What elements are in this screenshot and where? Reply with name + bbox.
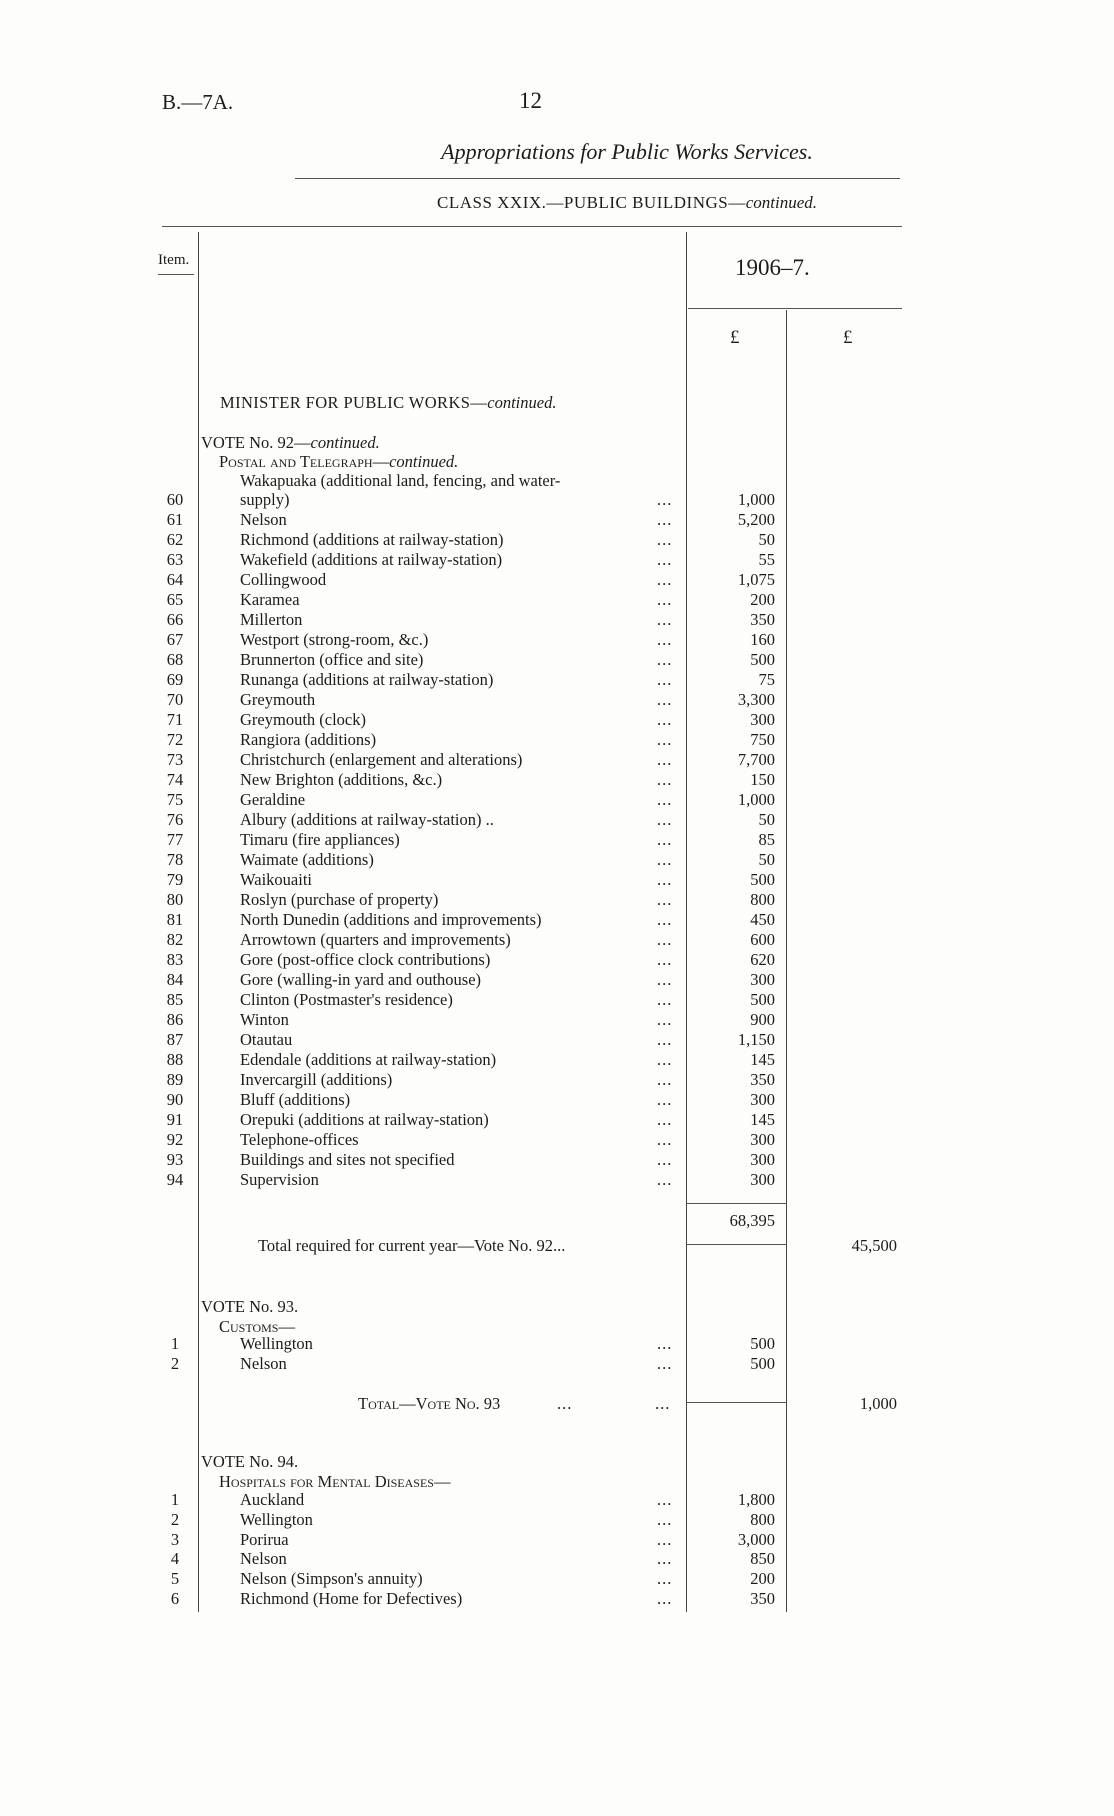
item-description: Timaru (fire appliances) bbox=[240, 830, 400, 849]
item-number: 82 bbox=[166, 930, 184, 949]
item-amount: 150 bbox=[750, 770, 775, 789]
item-description: Nelson bbox=[240, 1354, 287, 1373]
item-description: Nelson (Simpson's annuity) bbox=[240, 1569, 423, 1589]
item-description: Richmond (Home for Defectives) bbox=[240, 1589, 463, 1608]
item-amount: 800 bbox=[750, 890, 775, 909]
minister-heading bbox=[220, 393, 556, 413]
item-number: 81 bbox=[166, 910, 184, 929]
item-number: 1 bbox=[170, 1490, 180, 1509]
dot-leader: ... bbox=[657, 890, 673, 909]
dot-leader: ... bbox=[657, 1569, 673, 1589]
item-amount: 300 bbox=[750, 1090, 775, 1109]
item-description: Millerton bbox=[240, 610, 303, 629]
vote92-subheading bbox=[219, 452, 458, 472]
item-number: 6 bbox=[170, 1589, 180, 1608]
item-number: 85 bbox=[166, 990, 184, 1009]
item-amount: 5,200 bbox=[737, 510, 775, 529]
dot-leader: ... bbox=[657, 1010, 673, 1029]
total-column-divider bbox=[786, 310, 787, 1612]
dot-leader: ... bbox=[657, 690, 673, 709]
vote92-heading bbox=[201, 433, 380, 453]
item-amount: 300 bbox=[750, 970, 775, 989]
item-number: 1 bbox=[170, 1334, 180, 1353]
vote93-subheading: Customs— bbox=[219, 1317, 295, 1336]
item-amount: 1,800 bbox=[737, 1490, 775, 1509]
item-number: 68 bbox=[166, 650, 184, 669]
item-number: 67 bbox=[166, 630, 184, 649]
item-amount: 900 bbox=[750, 1010, 775, 1029]
item-description: Nelson bbox=[240, 1549, 287, 1569]
item-amount: 1,075 bbox=[737, 570, 775, 589]
item-column-divider bbox=[198, 232, 199, 1612]
header-rule bbox=[162, 226, 902, 227]
item-number: 4 bbox=[170, 1549, 180, 1569]
item-number: 80 bbox=[166, 890, 184, 909]
dot-leader: ... bbox=[657, 1070, 673, 1089]
dot-leader: ... bbox=[657, 970, 673, 989]
dot-leader: ... bbox=[657, 1334, 673, 1353]
item-description: Nelson bbox=[240, 510, 287, 529]
item-amount: 1,150 bbox=[737, 1030, 775, 1049]
item-description: Brunnerton (office and site) bbox=[240, 650, 424, 669]
item-description: Wakefield (additions at railway-station) bbox=[240, 550, 503, 569]
item-description: Westport (strong-room, &c.) bbox=[240, 630, 429, 649]
dot-leader: ... bbox=[657, 550, 673, 569]
item-number: 88 bbox=[166, 1050, 184, 1069]
item-amount: 350 bbox=[750, 1589, 775, 1608]
item-number: 86 bbox=[166, 1010, 184, 1029]
item-number: 90 bbox=[166, 1090, 184, 1109]
item-number: 71 bbox=[166, 710, 184, 729]
item-description: Supervision bbox=[240, 1170, 319, 1189]
item-amount: 145 bbox=[750, 1110, 775, 1129]
item-number: 63 bbox=[166, 550, 184, 569]
dot-leader: ... bbox=[657, 530, 673, 549]
item-number: 66 bbox=[166, 610, 184, 629]
page-title: Appropriations for Public Works Services. bbox=[441, 139, 813, 164]
dot-leader: ... bbox=[657, 1090, 673, 1109]
item-description: Arrowtown (quarters and improvements) bbox=[240, 930, 511, 949]
item-description: Gore (walling-in yard and outhouse) bbox=[240, 970, 482, 989]
item-amount: 850 bbox=[750, 1549, 775, 1569]
item-number: 91 bbox=[166, 1110, 184, 1129]
item-amount: 75 bbox=[758, 670, 775, 689]
item-amount: 500 bbox=[750, 650, 775, 669]
class-heading-main: CLASS XXIX.—PUBLIC BUILDINGS— bbox=[436, 193, 746, 212]
vote92-subheading-main: Postal and Telegraph— bbox=[219, 452, 390, 471]
item-description: Albury (additions at railway-station) .. bbox=[240, 810, 494, 829]
item-amount: 500 bbox=[750, 1334, 775, 1353]
item-number: 76 bbox=[166, 810, 184, 829]
dot-leader: ... bbox=[657, 730, 673, 749]
class-heading bbox=[0, 193, 1114, 213]
item-header-underline bbox=[158, 274, 194, 275]
item-description: North Dunedin (additions and improvements) bbox=[240, 910, 542, 929]
item-number: 92 bbox=[166, 1130, 184, 1149]
item-number: 64 bbox=[166, 570, 184, 589]
item-number: 87 bbox=[166, 1030, 184, 1049]
item-description: Runanga (additions at railway-station) bbox=[240, 670, 494, 689]
item-description: Wellington bbox=[240, 1509, 313, 1529]
item-amount: 200 bbox=[750, 590, 775, 609]
dot-leader: ... bbox=[657, 1050, 673, 1069]
vote92-subtotal-rule bbox=[686, 1203, 786, 1204]
item-number: 73 bbox=[166, 750, 184, 769]
dot-leader: ... bbox=[657, 490, 673, 509]
vote93-total: 1,000 bbox=[859, 1394, 897, 1413]
item-amount: 3,000 bbox=[737, 1529, 775, 1549]
vote93-total-label: Total—Vote No. 93 bbox=[358, 1394, 501, 1413]
item-description: Waimate (additions) bbox=[240, 850, 374, 869]
vote92-subheading-cont: continued. bbox=[389, 452, 459, 471]
item-amount: 50 bbox=[758, 530, 775, 549]
item-amount: 1,000 bbox=[737, 790, 775, 809]
year-column-header: 1906–7. bbox=[735, 255, 810, 280]
year-rule bbox=[688, 308, 902, 309]
item-amount: 145 bbox=[750, 1050, 775, 1069]
item-number: 60 bbox=[166, 490, 184, 509]
vote93-total-rule bbox=[686, 1402, 786, 1403]
item-amount: 50 bbox=[758, 850, 775, 869]
item-number: 65 bbox=[166, 590, 184, 609]
dot-leader: ... bbox=[657, 1130, 673, 1149]
dot-leader: ... bbox=[657, 1589, 673, 1608]
item-amount: 300 bbox=[750, 1130, 775, 1149]
item-description: Bluff (additions) bbox=[240, 1090, 351, 1109]
dot-leader: ... bbox=[657, 870, 673, 889]
item-amount: 160 bbox=[750, 630, 775, 649]
item-number: 94 bbox=[166, 1170, 184, 1189]
item-number: 75 bbox=[166, 790, 184, 809]
dot-leader: ... bbox=[657, 710, 673, 729]
vote94-subheading: Hospitals for Mental Diseases— bbox=[219, 1472, 451, 1491]
dot-leader: ... bbox=[657, 1490, 673, 1509]
title-rule bbox=[295, 178, 900, 179]
vote92-heading-main: VOTE No. 92— bbox=[201, 433, 311, 452]
item-number: 72 bbox=[166, 730, 184, 749]
item-amount: 200 bbox=[750, 1569, 775, 1589]
item-amount: 350 bbox=[750, 610, 775, 629]
item-description: Greymouth bbox=[240, 690, 316, 709]
item-number: 84 bbox=[166, 970, 184, 989]
item-number: 2 bbox=[170, 1354, 180, 1373]
dot-leader: ... bbox=[657, 830, 673, 849]
dot-leader: ... bbox=[657, 950, 673, 969]
vote92-first-line: Wakapuaka (additional land, fencing, and water- bbox=[240, 471, 561, 490]
page-number: 12 bbox=[519, 88, 542, 113]
item-description: Wellington bbox=[240, 1334, 313, 1353]
dot-leader: ... bbox=[657, 930, 673, 949]
item-number: 69 bbox=[166, 670, 184, 689]
item-amount: 500 bbox=[750, 1354, 775, 1373]
item-number: 3 bbox=[170, 1529, 180, 1549]
item-number: 89 bbox=[166, 1070, 184, 1089]
item-amount: 50 bbox=[758, 810, 775, 829]
item-number: 5 bbox=[170, 1569, 180, 1589]
dot-leader: ... bbox=[657, 1549, 673, 1569]
dot-leader: ... bbox=[657, 990, 673, 1009]
item-description: Buildings and sites not specified bbox=[240, 1150, 455, 1169]
item-number: 74 bbox=[166, 770, 184, 789]
dot-leader: ... bbox=[657, 1509, 673, 1529]
item-description: Winton bbox=[240, 1010, 289, 1029]
minister-heading-main: MINISTER FOR PUBLIC WORKS— bbox=[220, 393, 488, 412]
item-description: Waikouaiti bbox=[240, 870, 312, 889]
item-amount: 620 bbox=[750, 950, 775, 969]
dot-leader: ... bbox=[657, 770, 673, 789]
dot-leader: ... bbox=[657, 510, 673, 529]
dot-leader: ... bbox=[657, 810, 673, 829]
vote92-total-label: Total required for current year—Vote No. 92... bbox=[258, 1236, 566, 1255]
item-number: 83 bbox=[166, 950, 184, 969]
item-amount: 800 bbox=[750, 1509, 775, 1529]
item-description: New Brighton (additions, &c.) bbox=[240, 770, 443, 789]
item-description: Karamea bbox=[240, 590, 300, 609]
vote93-total-leader-2: ... bbox=[655, 1394, 671, 1413]
dot-leader: ... bbox=[657, 1150, 673, 1169]
item-number: 93 bbox=[166, 1150, 184, 1169]
dot-leader: ... bbox=[657, 670, 673, 689]
dot-leader: ... bbox=[657, 610, 673, 629]
item-amount: 350 bbox=[750, 1070, 775, 1089]
dot-leader: ... bbox=[657, 1110, 673, 1129]
item-number: 79 bbox=[166, 870, 184, 889]
dot-leader: ... bbox=[657, 1030, 673, 1049]
item-description: supply) bbox=[240, 490, 290, 509]
dot-leader: ... bbox=[657, 910, 673, 929]
item-description: Greymouth (clock) bbox=[240, 710, 366, 729]
item-description: Collingwood bbox=[240, 570, 327, 589]
item-amount: 500 bbox=[750, 870, 775, 889]
item-number: 2 bbox=[170, 1509, 180, 1529]
item-description: Richmond (additions at railway-station) bbox=[240, 530, 504, 549]
item-number: 78 bbox=[166, 850, 184, 869]
item-amount: 1,000 bbox=[737, 490, 775, 509]
dot-leader: ... bbox=[657, 590, 673, 609]
item-description: Edendale (additions at railway-station) bbox=[240, 1050, 497, 1069]
dot-leader: ... bbox=[657, 650, 673, 669]
item-description: Geraldine bbox=[240, 790, 306, 809]
item-description: Otautau bbox=[240, 1030, 293, 1049]
item-description: Clinton (Postmaster's residence) bbox=[240, 990, 453, 1009]
item-amount: 300 bbox=[750, 1170, 775, 1189]
amount-column-divider bbox=[686, 232, 687, 1612]
dot-leader: ... bbox=[657, 570, 673, 589]
item-amount: 55 bbox=[758, 550, 775, 569]
dot-leader: ... bbox=[657, 850, 673, 869]
item-number: 62 bbox=[166, 530, 184, 549]
item-description: Christchurch (enlargement and alterations) bbox=[240, 750, 523, 769]
item-description: Gore (post-office clock contributions) bbox=[240, 950, 491, 969]
dot-leader: ... bbox=[657, 1354, 673, 1373]
vote93-total-leader: ... bbox=[557, 1394, 573, 1413]
item-amount: 600 bbox=[750, 930, 775, 949]
item-amount: 7,700 bbox=[737, 750, 775, 769]
item-number: 61 bbox=[166, 510, 184, 529]
item-amount: 300 bbox=[750, 1150, 775, 1169]
vote92-subtotal: 68,395 bbox=[729, 1211, 775, 1230]
minister-heading-cont: continued. bbox=[487, 393, 557, 412]
pound-column-1: £ bbox=[730, 327, 740, 348]
item-amount: 300 bbox=[750, 710, 775, 729]
item-number: 70 bbox=[166, 690, 184, 709]
document-reference: B.—7A. bbox=[162, 90, 234, 114]
dot-leader: ... bbox=[657, 1529, 673, 1549]
class-heading-cont: continued. bbox=[745, 193, 817, 212]
dot-leader: ... bbox=[657, 1170, 673, 1189]
pound-column-2: £ bbox=[843, 327, 853, 348]
item-description: Rangiora (additions) bbox=[240, 730, 377, 749]
vote94-heading: VOTE No. 94. bbox=[201, 1452, 299, 1471]
item-description: Orepuki (additions at railway-station) bbox=[240, 1110, 489, 1129]
item-description: Invercargill (additions) bbox=[240, 1070, 393, 1089]
vote92-heading-cont: continued. bbox=[310, 433, 380, 452]
item-description: Porirua bbox=[240, 1529, 289, 1549]
item-description: Roslyn (purchase of property) bbox=[240, 890, 439, 909]
item-description: Telephone-offices bbox=[240, 1130, 359, 1149]
dot-leader: ... bbox=[657, 790, 673, 809]
item-amount: 500 bbox=[750, 990, 775, 1009]
item-column-header: Item. bbox=[158, 252, 190, 268]
item-amount: 3,300 bbox=[737, 690, 775, 709]
item-description: Auckland bbox=[240, 1490, 305, 1509]
vote93-heading: VOTE No. 93. bbox=[201, 1297, 299, 1316]
vote92-total: 45,500 bbox=[851, 1236, 897, 1255]
dot-leader: ... bbox=[657, 630, 673, 649]
item-amount: 450 bbox=[750, 910, 775, 929]
item-number: 77 bbox=[166, 830, 184, 849]
vote92-total-rule bbox=[686, 1244, 786, 1245]
dot-leader: ... bbox=[657, 750, 673, 769]
item-amount: 750 bbox=[750, 730, 775, 749]
item-amount: 85 bbox=[758, 830, 775, 849]
